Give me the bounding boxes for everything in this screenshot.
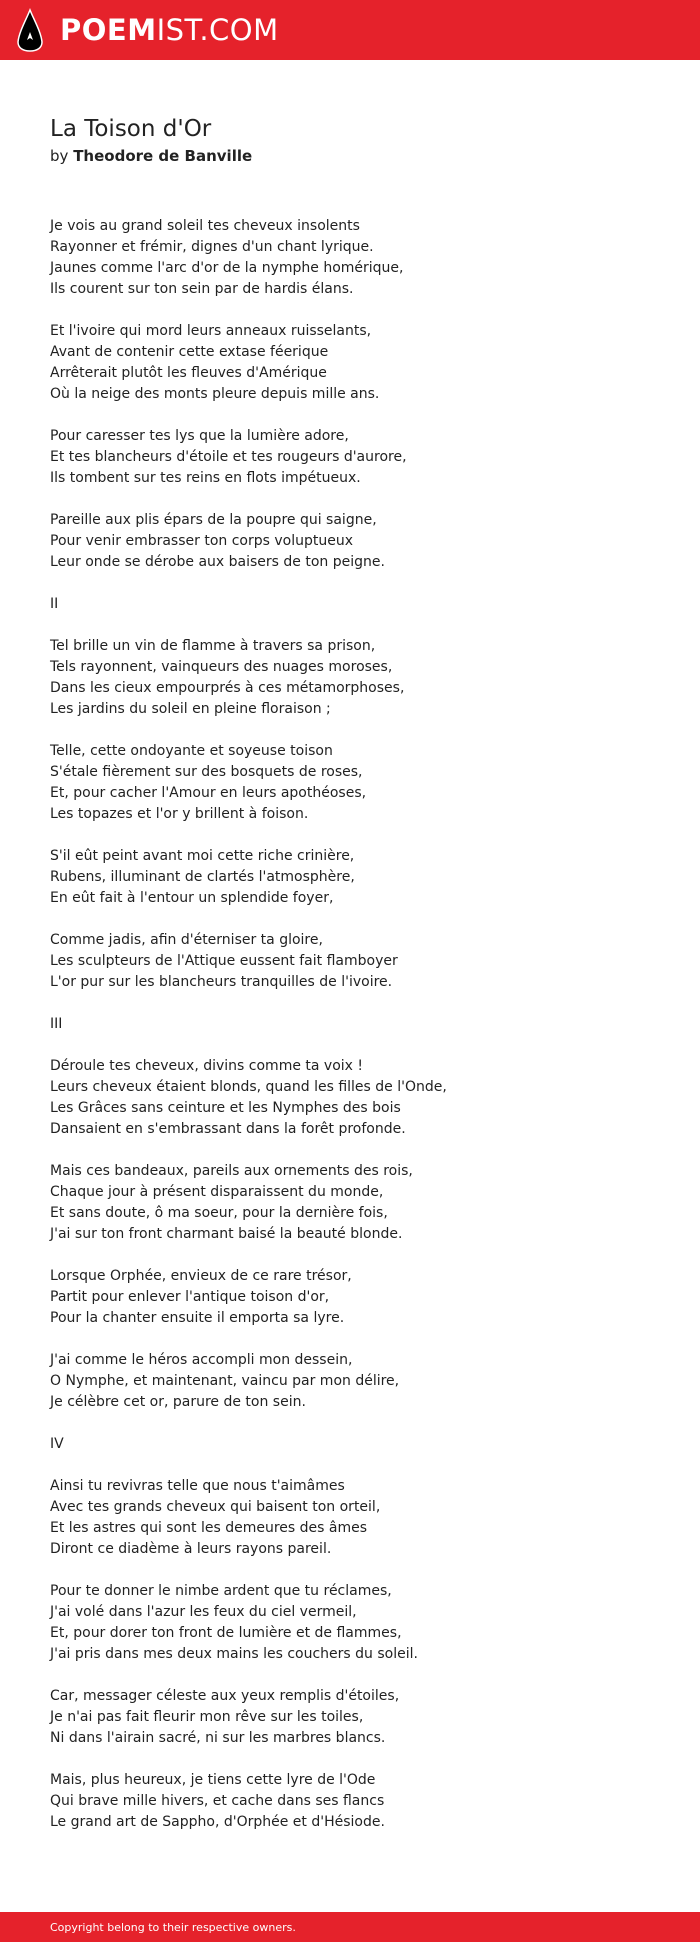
by-label: by: [50, 147, 69, 165]
poem-line: Je célèbre cet or, parure de ton sein.: [50, 1394, 306, 1410]
poem-line: Pour la chanter ensuite il emporta sa lyre.: [50, 1310, 345, 1326]
poem-line: Telle, cette ondoyante et soyeuse toison: [50, 743, 333, 759]
stanza-gap: [50, 615, 650, 636]
poem-line: Où la neige des monts pleure depuis mille ans.: [50, 386, 380, 402]
stanza-gap: [50, 405, 650, 426]
poem-line: Avec tes grands cheveux qui baisent ton orteil,: [50, 1499, 381, 1515]
site-logo-link[interactable]: [16, 8, 279, 52]
poem-line: J'ai volé dans l'azur les feux du ciel vermeil,: [50, 1604, 357, 1620]
poem-line: Pareille aux plis épars de la poupre qui saigne,: [50, 512, 377, 528]
site-header: [0, 0, 700, 60]
site-logo-text: [60, 12, 279, 47]
stanza-gap: [50, 993, 650, 1014]
poem-line: Pour caresser tes lys que la lumière adore,: [50, 428, 349, 444]
stanza-gap: [50, 1413, 650, 1434]
poem-line: J'ai pris dans mes deux mains les couchers du soleil.: [50, 1646, 418, 1662]
poem-line: III: [50, 1016, 63, 1032]
poem-line: Et, pour cacher l'Amour en leurs apothéoses,: [50, 785, 367, 801]
poem-body: [50, 216, 650, 1833]
poem-line: Lorsque Orphée, envieux de ce rare trésor,: [50, 1268, 352, 1284]
poem-line: Ni dans l'airain sacré, ni sur les marbres blancs.: [50, 1730, 386, 1746]
poem-line: Et sans doute, ô ma soeur, pour la dernière fois,: [50, 1205, 388, 1221]
stanza-gap: [50, 1665, 650, 1686]
poem-line: Ainsi tu revivras telle que nous t'aimâmes: [50, 1478, 345, 1494]
poem-line: Dans les cieux empourprés à ces métamorphoses,: [50, 680, 405, 696]
poem-line: J'ai sur ton front charmant baisé la beauté blonde.: [50, 1226, 403, 1242]
poem-line: Ils tombent sur tes reins en flots impétueux.: [50, 470, 361, 486]
poem-line: Tel brille un vin de flamme à travers sa prison,: [50, 638, 376, 654]
poem-byline: [50, 146, 650, 166]
poem-line: Chaque jour à présent disparaissent du monde,: [50, 1184, 384, 1200]
poem-line: Mais ces bandeaux, pareils aux ornements des rois,: [50, 1163, 413, 1179]
poem-line: Mais, plus heureux, je tiens cette lyre de l'Ode: [50, 1772, 376, 1788]
poem-line: Et, pour dorer ton front de lumière et de flammes,: [50, 1625, 402, 1641]
poem-line: Je n'ai pas fait fleurir mon rêve sur les toiles,: [50, 1709, 364, 1725]
stanza-gap: [50, 1749, 650, 1770]
poem-line: O Nymphe, et maintenant, vaincu par mon délire,: [50, 1373, 400, 1389]
poem-line: Ils courent sur ton sein par de hardis élans.: [50, 281, 354, 297]
poem-line: Avant de contenir cette extase féerique: [50, 344, 329, 360]
poem-line: L'or pur sur les blancheurs tranquilles de l'ivoire.: [50, 974, 393, 990]
poem-line: Arrêterait plutôt les fleuves d'Amérique: [50, 365, 327, 381]
poem-line: Et les astres qui sont les demeures des âmes: [50, 1520, 368, 1536]
poem-line: II: [50, 596, 59, 612]
poem-line: Jaunes comme l'arc d'or de la nymphe homérique,: [50, 260, 404, 276]
poem-line: En eût fait à l'entour un splendide foyer,: [50, 890, 334, 906]
poem-title: La Toison d'Or: [50, 116, 212, 142]
stanza-gap: [50, 1140, 650, 1161]
poem-line: Leurs cheveux étaient blonds, quand les filles de l'Onde,: [50, 1079, 447, 1095]
stanza-gap: [50, 909, 650, 930]
poem-line: Les Grâces sans ceinture et les Nymphes des bois: [50, 1100, 401, 1116]
author-name[interactable]: Theodore de Banville: [73, 147, 253, 165]
poem-line: Les sculpteurs de l'Attique eussent fait flamboyer: [50, 953, 398, 969]
poem-line: S'étale fièrement sur des bosquets de roses,: [50, 764, 363, 780]
stanza-gap: [50, 1455, 650, 1476]
poem-line: Qui brave mille hivers, et cache dans ses flancs: [50, 1793, 385, 1809]
poem-line: IV: [50, 1436, 64, 1452]
poem-line: Les topazes et l'or y brillent à foison.: [50, 806, 309, 822]
ink-drop-icon: [16, 8, 44, 52]
logo-strong-text: POEM: [60, 12, 157, 47]
poem-line: Car, messager céleste aux yeux remplis d'étoiles,: [50, 1688, 400, 1704]
poem-article: [50, 114, 650, 1833]
stanza-gap: [50, 1329, 650, 1350]
poem-line: Les jardins du soleil en pleine floraison ;: [50, 701, 331, 717]
stanza-gap: [50, 1245, 650, 1266]
stanza-gap: [50, 1560, 650, 1581]
poem-line: Tels rayonnent, vainqueurs des nuages moroses,: [50, 659, 393, 675]
logo-light-text: IST.COM: [156, 12, 279, 47]
site-footer: [0, 1912, 700, 1942]
stanza-gap: [50, 825, 650, 846]
copyright-text: Copyright belong to their respective owners.: [50, 1920, 296, 1934]
poem-line: Diront ce diadème à leurs rayons pareil.: [50, 1541, 332, 1557]
poem-line: Pour te donner le nimbe ardent que tu réclames,: [50, 1583, 392, 1599]
stanza-gap: [50, 720, 650, 741]
poem-line: Partit pour enlever l'antique toison d'or,: [50, 1289, 330, 1305]
poem-line: S'il eût peint avant moi cette riche crinière,: [50, 848, 355, 864]
poem-line: Je vois au grand soleil tes cheveux insolents: [50, 218, 360, 234]
poem-line: Et l'ivoire qui mord leurs anneaux ruisselants,: [50, 323, 372, 339]
poem-line: Pour venir embrasser ton corps voluptueux: [50, 533, 353, 549]
poem-line: Leur onde se dérobe aux baisers de ton peigne.: [50, 554, 385, 570]
poem-line: Rayonner et frémir, dignes d'un chant lyrique.: [50, 239, 374, 255]
stanza-gap: [50, 300, 650, 321]
poem-line: Déroule tes cheveux, divins comme ta voix !: [50, 1058, 363, 1074]
poem-line: Comme jadis, afin d'éterniser ta gloire,: [50, 932, 323, 948]
stanza-gap: [50, 1035, 650, 1056]
poem-line: Dansaient en s'embrassant dans la forêt profonde.: [50, 1121, 406, 1137]
stanza-gap: [50, 489, 650, 510]
stanza-gap: [50, 573, 650, 594]
poem-line: Rubens, illuminant de clartés l'atmosphère,: [50, 869, 355, 885]
poem-line: Et tes blancheurs d'étoile et tes rougeurs d'aurore,: [50, 449, 407, 465]
poem-line: Le grand art de Sappho, d'Orphée et d'Hésiode.: [50, 1814, 385, 1830]
poem-line: J'ai comme le héros accompli mon dessein,: [50, 1352, 353, 1368]
